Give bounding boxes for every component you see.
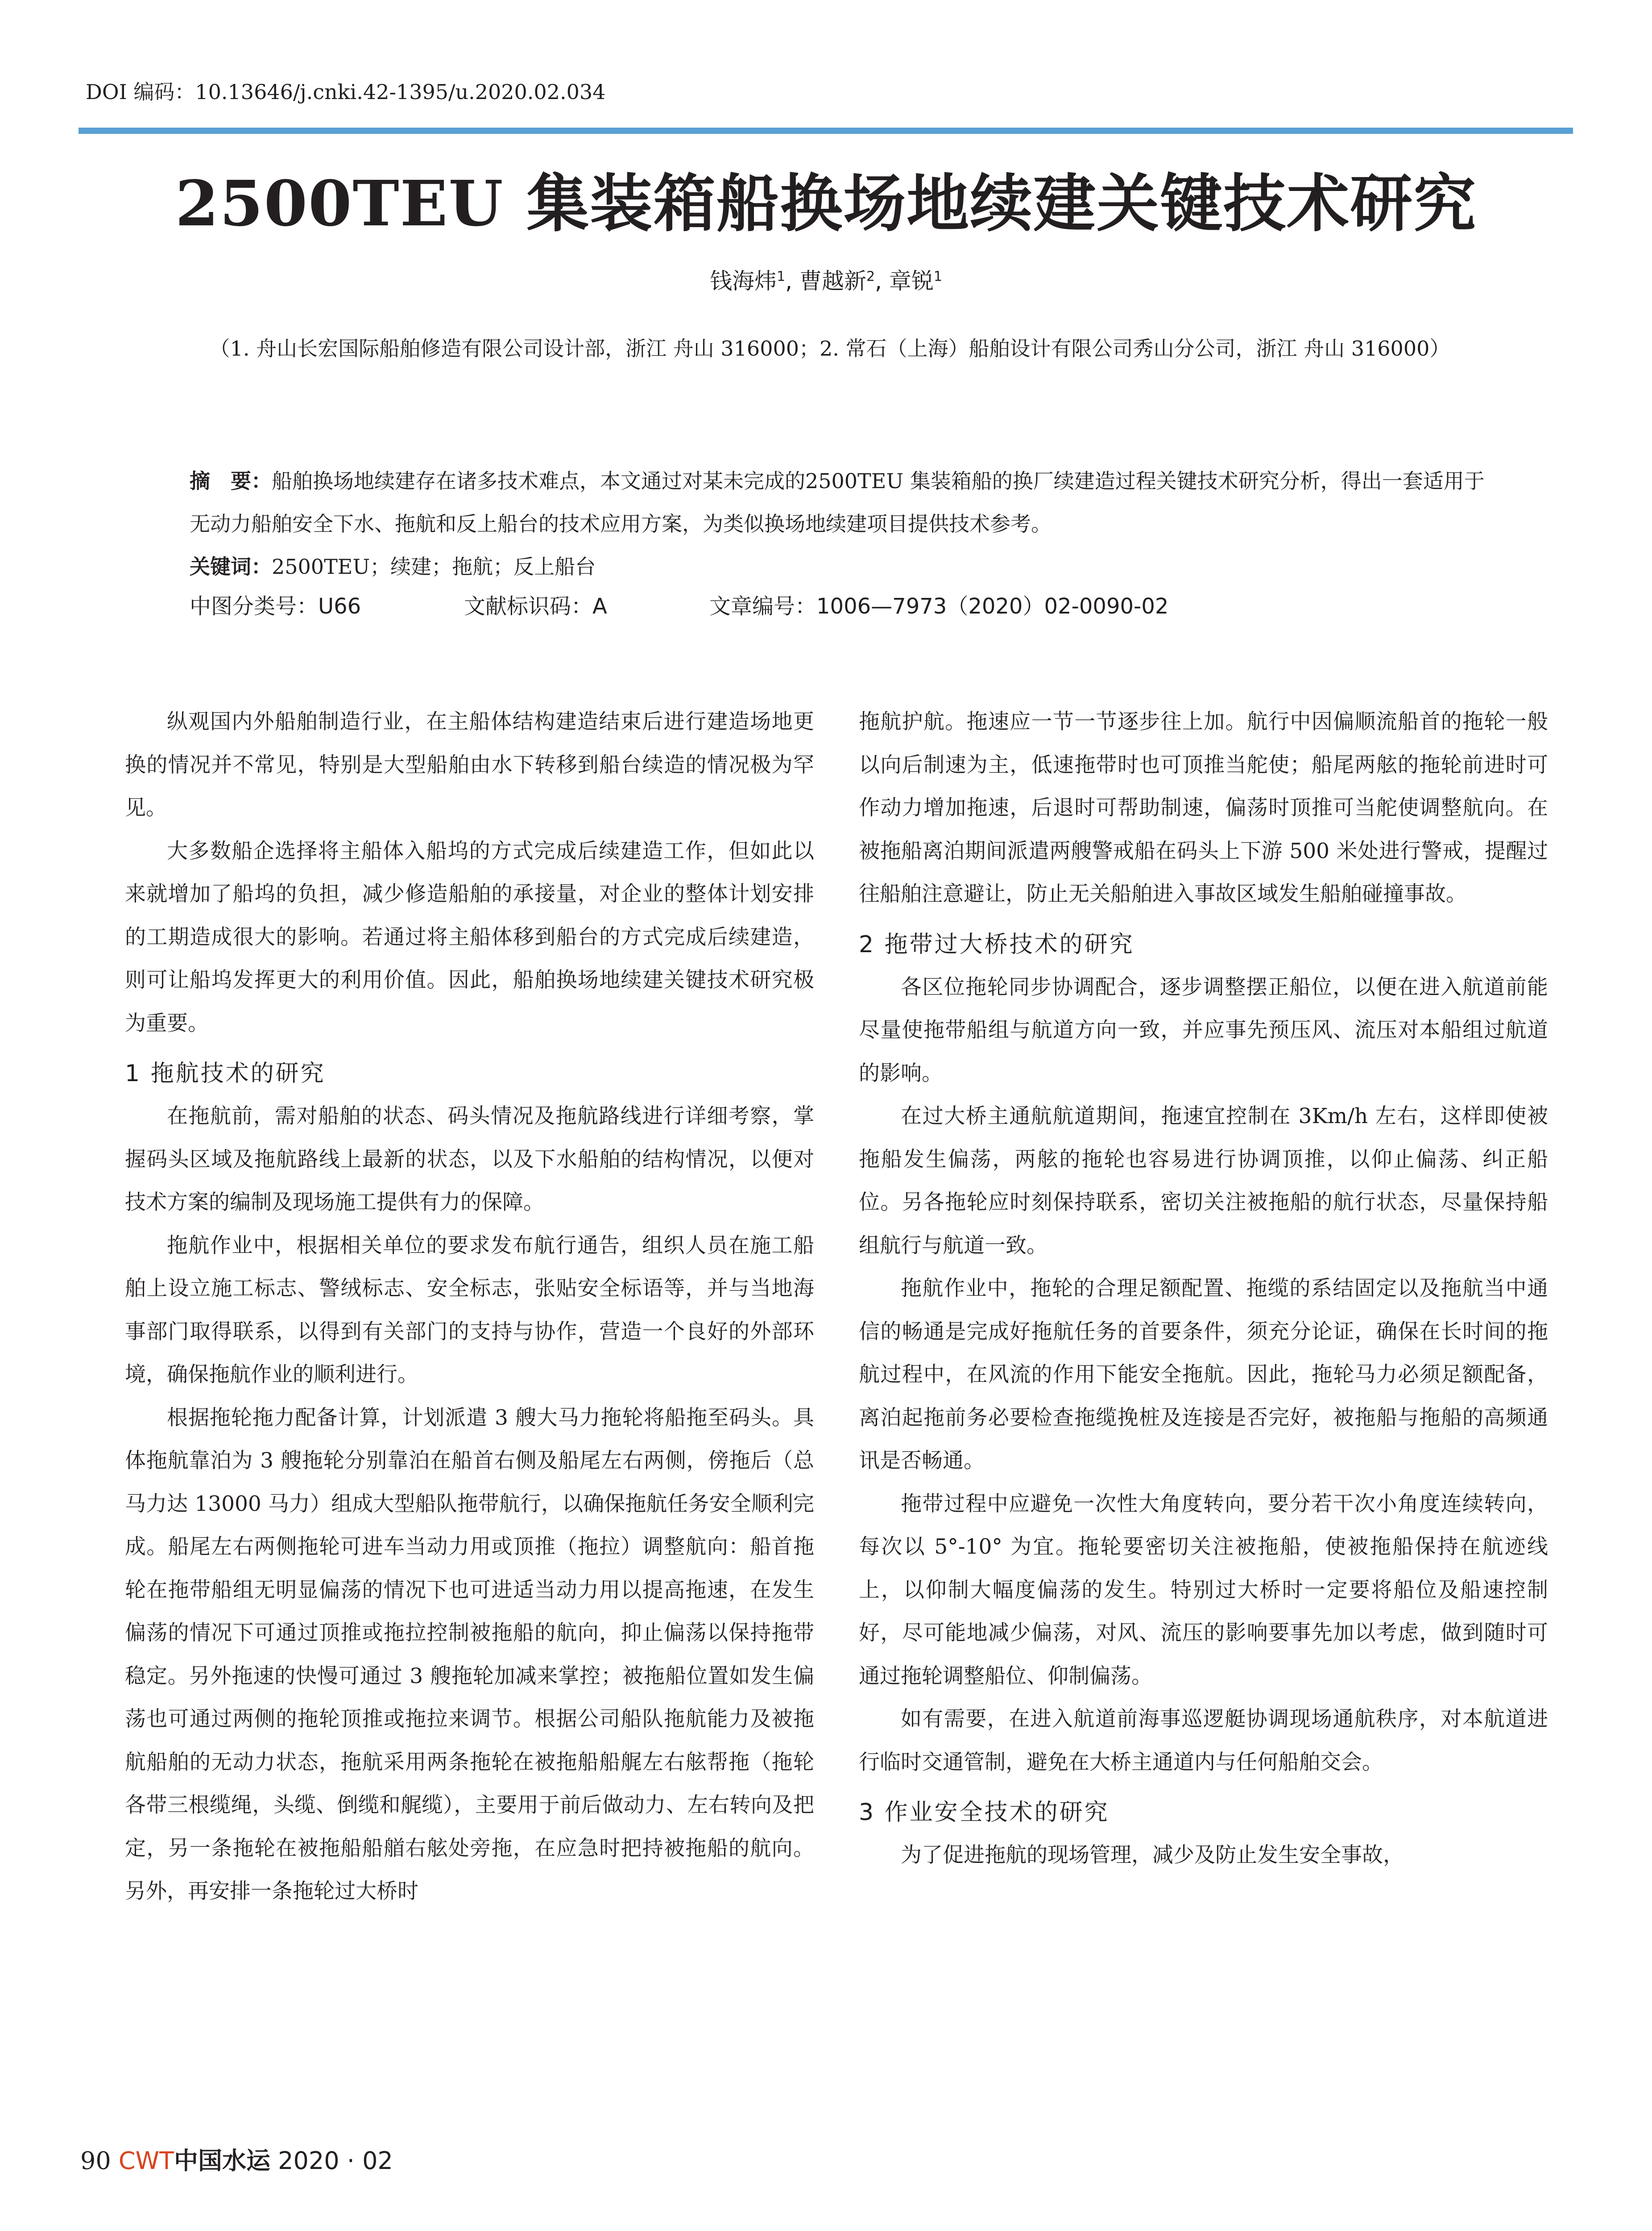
doi-line: DOI 编码：10.13646/j.cnki.42-1395/u.2020.02.034 [86, 80, 606, 104]
abstract-block [190, 460, 1501, 588]
body-paragraph: 如有需要，在进入航道前海事巡逻艇协调现场通航秩序，对本航道进行临时交通管制，避免在大桥主通道内与任何船舶交会。 [859, 1707, 1548, 1775]
header-rule [79, 128, 1573, 134]
author-affil-mark: 1 [777, 269, 786, 285]
section-heading: 2 拖带过大桥技术的研究 [859, 931, 1134, 958]
body-paragraph: 纵观国内外船舶制造行业，在主船体结构建造结束后进行建造场地更换的情况并不常见，特别是大型船舶由水下转移到船台续造的情况极为罕见。 [125, 709, 814, 820]
body-paragraph: 根据拖轮拖力配备计算，计划派遣 3 艘大马力拖轮将船拖至码头。具体拖航靠泊为 3 艘拖轮分别靠泊在船首右侧及船尾左右两侧，傍拖后（总马力达 13000 马力）组成大型船队拖带航行，以确保拖航任务安全顺利完成。船尾左右两侧拖轮可进车当动力用或顶推（拖拉）调整航向：船首拖轮在拖带船组无明显偏荡的情况下也可进适当动力用以提高拖速，在发生偏荡的情况下可通过顶推或拖拉控制被拖船的航向，抑止偏荡以保持拖带稳定。另外拖速的快慢可通过 3 艘拖轮加减来掌控；被拖船位置如发生偏荡也可通过两侧的拖轮顶推或拖拉来调节。根据公司船队拖航能力及被拖航船舶的无动力状态，拖航采用两条拖轮在被拖船船艉左右舷帮拖（拖轮各带三根缆绳，头缆、倒缆和艉缆），主要用于前后做动力、左右转向及把定，另一条拖轮在被拖船船艏右舷处旁拖，在应急时把持被拖船的航向。另外，再安排一条拖轮过大桥时 [125, 1405, 814, 1903]
author-affil-mark: 2 [866, 269, 875, 285]
issue-label: 2020 · 02 [278, 2147, 393, 2175]
clc-number: 中图分类号：U66 [190, 594, 361, 619]
body-paragraph: 各区位拖轮同步协调配合，逐步调整摆正船位，以便在进入航道前能尽量使拖带船组与航道方向一致，并应事先预压风、流压对本船组过航道的影响。 [859, 975, 1548, 1086]
keywords-label: 关键词： [190, 555, 272, 579]
author-list: 钱海炜$^1$, 曹越新$^2$, 章锐$^1$ [710, 268, 942, 294]
page-footer [80, 2142, 393, 2176]
author-name: 章锐 [889, 268, 934, 294]
abstract-label: 摘 要： [190, 469, 272, 493]
page-number: 90 [80, 2147, 111, 2175]
document-code: 文献标识码：A [464, 594, 607, 619]
section-heading: 3 作业安全技术的研究 [859, 1799, 1110, 1826]
body-paragraph: 拖航作业中，拖轮的合理足额配置、拖缆的系结固定以及拖航当中通信的畅通是完成好拖航任务的首要条件，须充分论证，确保在长时间的拖航过程中，在风流的作用下能安全拖航。因此，拖轮马力必须足额配备，离泊起拖前务必要检查拖缆挽桩及连接是否完好，被拖船与拖船的高频通讯是否畅通。 [859, 1276, 1548, 1473]
body-paragraph: 大多数船企选择将主船体入船坞的方式完成后续建造工作，但如此以来就增加了船坞的负担，减少修造船舶的承接量，对企业的整体计划安排的工期造成很大的影响。若通过将主船体移到船台的方式完成后续建造，则可让船坞发挥更大的利用价值。因此，船舶换场地续建关键技术研究极为重要。 [125, 838, 814, 1036]
article-number: 文章编号：1006—7973（2020）02-0090-02 [709, 594, 1169, 619]
body-paragraph: 拖航护航。拖速应一节一节逐步往上加。航行中因偏顺流船首的拖轮一般以向后制速为主，低速拖带时也可顶推当舵使；船尾两舷的拖轮前进时可作动力增加拖速，后退时可帮助制速，偏荡时顶推可当舵使调整航向。在被拖船离泊期间派遣两艘警戒船在码头上下游 500 米处进行警戒，提醒过往船舶注意避让，防止无关船舶进入事故区域发生船舶碰撞事故。 [859, 709, 1548, 906]
author-name: 曹越新 [799, 268, 866, 294]
body-paragraph: 在拖航前，需对船舶的状态、码头情况及拖航路线进行详细考察，掌握码头区域及拖航路线上最新的状态，以及下水船舶的结构情况，以便对技术方案的编制及现场施工提供有力的保障。 [125, 1104, 814, 1215]
author-name: 钱海炜 [710, 268, 777, 294]
right-column [859, 701, 1548, 1877]
magazine-name: 中国水运 [174, 2146, 270, 2175]
left-column [125, 701, 814, 1913]
keywords-text: 2500TEU；续建；拖航；反上船台 [272, 555, 596, 579]
author-affil-mark: 1 [933, 269, 942, 285]
abstract-text: 船舶换场地续建存在诸多技术难点，本文通过对某未完成的2500TEU 集装箱船的换厂续建造过程关键技术研究分析，得出一套适用于无动力船舶安全下水、拖航和反上船台的技术应用方案，为类似换场地续建项目提供技术参考。 [190, 469, 1485, 536]
article-title: 2500TEU 集装箱船换场地续建关键技术研究 [175, 167, 1477, 241]
cwt-logo: CWT [118, 2147, 174, 2175]
body-paragraph: 拖带过程中应避免一次性大角度转向，要分若干次小角度连续转向，每次以 5°-10° 为宜。拖轮要密切关注被拖船，使被拖船保持在航迹线上，以仰制大幅度偏荡的发生。特别过大桥时一定要将船位及船速控制好，尽可能地减少偏荡，对风、流压的影响要事先加以考虑，做到随时可通过拖轮调整船位、仰制偏荡。 [859, 1491, 1548, 1688]
affiliations: （1. 舟山长宏国际船舶修造有限公司设计部，浙江 舟山 316000；2. 常石（上海）船舶设计有限公司秀山分公司，浙江 舟山 316000） [209, 336, 1450, 361]
body-paragraph: 在过大桥主通航航道期间，拖速宜控制在 3Km/h 左右，这样即使被拖船发生偏荡，两舷的拖轮也容易进行协调顶推，以仰止偏荡、纠正船位。另各拖轮应时刻保持联系，密切关注被拖船的航行状态，尽量保持船组航行与航道一致。 [859, 1104, 1548, 1258]
body-paragraph: 为了促进拖航的现场管理，减少及防止发生安全事故， [901, 1843, 1404, 1867]
section-heading: 1 拖航技术的研究 [125, 1060, 326, 1087]
body-paragraph: 拖航作业中，根据相关单位的要求发布航行通告，组织人员在施工船舶上设立施工标志、警绒标志、安全标志，张贴安全标语等，并与当地海事部门取得联系，以得到有关部门的支持与协作，营造一个良好的外部环境，确保拖航作业的顺利进行。 [125, 1233, 814, 1387]
